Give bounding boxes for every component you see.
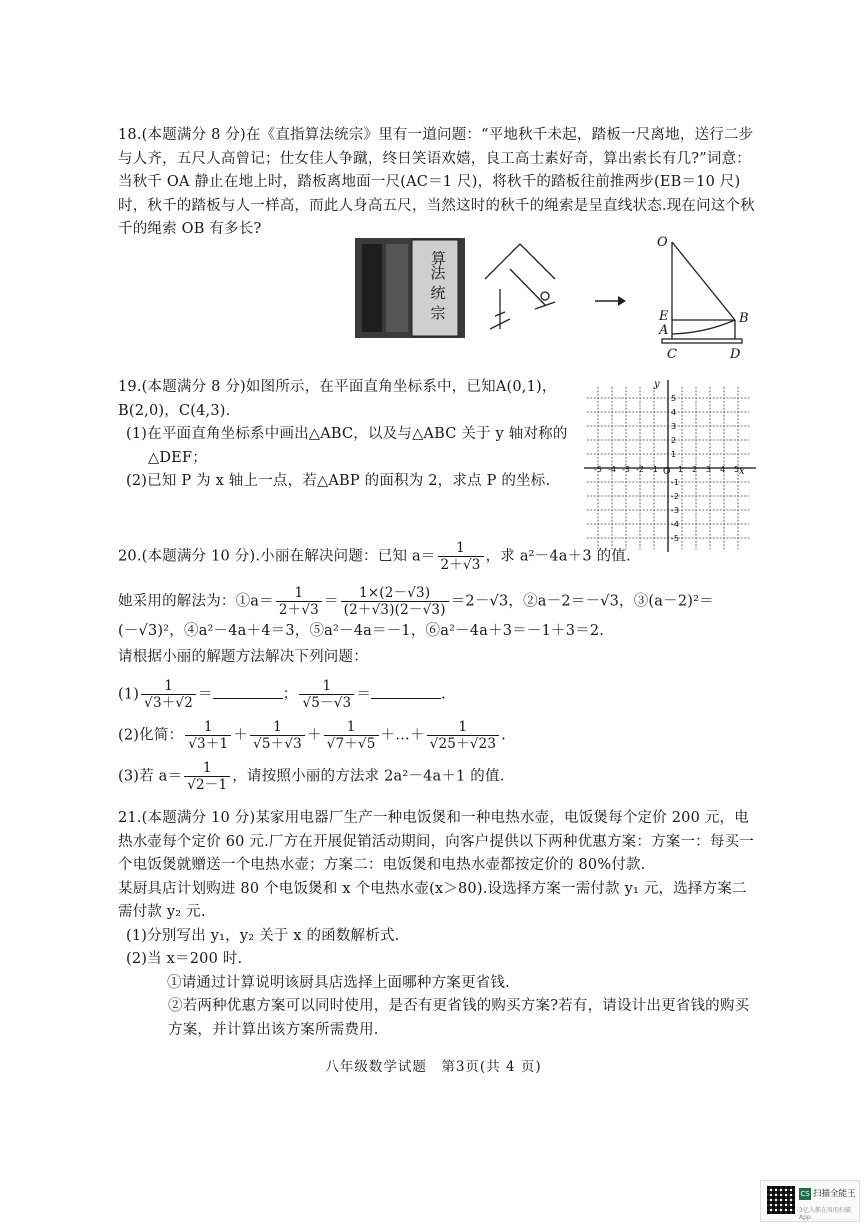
page-footer: 八年级数学试题 第3页(共 4 页) [325, 1059, 542, 1075]
y-tick-label: -1 [671, 478, 679, 487]
scanner-slogan: 3亿人都在用的扫描App [799, 1207, 851, 1221]
q20-p1-fraction-1 [141, 678, 196, 711]
q20-p2-term-2 [250, 719, 305, 752]
q20-p3-post: ，请按照小丽的方法求 2a²－4a＋1 的值. [232, 768, 505, 785]
y-tick-label: 4 [671, 408, 677, 417]
x-tick-label: 5 [734, 465, 740, 474]
q20-method-pre: 她采用的解法为：①a＝ [118, 593, 274, 610]
fraction-denominator: √7＋√5 [326, 736, 376, 752]
y-tick-label: 2 [671, 436, 677, 445]
question-19-part1: (1)在平面直角坐标系中画出△ABC，以及与△ABC 关于 y 轴对称的△DEF； [126, 426, 568, 466]
x-axis-label: x [739, 466, 745, 477]
question-18-figure [350, 234, 770, 364]
question-21 [118, 807, 758, 1042]
q20-p3-fraction [184, 760, 230, 793]
x-tick-label: -4 [608, 465, 616, 474]
question-20-part1: (1) $\frac{1}{√3+√2}$ ＝ ； $\frac{1}{√5-√3}$ ＝ . [118, 678, 446, 711]
label-e: E [659, 309, 669, 324]
question-19 [118, 376, 588, 494]
ellipsis: ＋…＋ [380, 727, 425, 744]
question-20-method-line2: (－√3)²，④a²－4a＋4＝3，⑤a²－4a＝－1，⑥a²－4a＋3＝－1＋3＝2. [118, 623, 605, 639]
x-tick-label: -5 [594, 465, 602, 474]
x-tick-label: -3 [622, 465, 630, 474]
y-tick-label: -3 [671, 506, 679, 515]
scanner-watermark [760, 1180, 860, 1222]
book-title: 算 [429, 250, 447, 266]
arrow-right-icon [595, 296, 626, 306]
svg-text:法: 法 [430, 264, 446, 282]
y-tick-label: 1 [671, 450, 677, 459]
label-b: B [739, 311, 749, 326]
question-21-sub2: ②若两种优惠方案可以同时使用，是否有更省钱的购买方案?若有，请设计出更省钱的购买方案，并计算出该方案所需费用. [168, 998, 750, 1038]
question-19-part2: (2)已知 P 为 x 轴上一点，若△ABP 的面积为 2，求点 P 的坐标. [126, 473, 551, 489]
fraction-denominator: √5－√3 [302, 695, 352, 711]
fraction-denominator: √5＋√3 [253, 736, 302, 752]
q20-method-fraction-1 [276, 585, 322, 618]
y-axis-label: y [654, 379, 660, 390]
fraction-numerator: 1 [185, 719, 231, 736]
question-21-line2: 某厨具店计划购进 80 个电饭煲和 x 个电热水壶(x＞80).设选择方案一需付款 y₁ 元，选择方案二需付款 y₂ 元. [118, 880, 747, 920]
fraction-numerator: 1 [438, 540, 484, 557]
y-tick-label: -4 [671, 520, 679, 529]
question-19-line2: B(2,0)，C(4,3). [118, 402, 231, 419]
q20-p3-pre: (3)若 a＝ [118, 768, 183, 785]
svg-text:宗: 宗 [430, 304, 446, 322]
x-tick-label: -1 [650, 465, 658, 474]
scanner-brand: 扫描全能王 [813, 1189, 856, 1199]
fraction-denominator: √25＋√23 [429, 736, 497, 752]
question-18-text: 18.(本题满分 8 分)在《直指算法统宗》里有一道问题：“平地秋千未起，踏板一尺离地，送行二步与人齐，五尺人高曾记；仕女佳人争蹴，终日笑语欢嬉，良工高士素好奇，算出索长有几?”词意：当秋千 OA 静止在地上时，踏板离地面一尺(AC＝1 尺)，将秋千的踏板往前推两步(EB＝10 尺)时，秋千的踏板与人一样高，而此人身高五尺，当然这时的秋千的绳索是呈直线状态.现在问这个秋千的绳索 OB 有多长? [118, 127, 755, 237]
x-tick-label: 2 [692, 465, 698, 474]
fraction-denominator: √2－1 [187, 777, 228, 793]
fraction-numerator: 1×(2－√3) [341, 585, 449, 602]
question-21-line1: 21.(本题满分 10 分)某家用电器厂生产一种电饭煲和一种电热水壶，电饭煲每个定价 200 元，电热水壶每个定价 60 元.厂方在开展促销活动期间，向客户提供以下两种优惠方案：方案一：每买一个电饭煲就赠送一个电热水壶；方案二：电饭煲和电热水壶都按定价的 80%付款. [118, 810, 754, 873]
q20-method-post: ＝2－√3，②a－2＝－√3，③(a－2)²＝ [450, 593, 714, 610]
part-label: (1) [118, 686, 140, 703]
y-tick-label: 3 [671, 422, 677, 431]
label-a: A [659, 323, 669, 338]
question-21-part1: (1)分别写出 y₁，y₂ 关于 x 的函数解析式. [126, 927, 400, 944]
q20-intro-pre: 20.(本题满分 10 分).小丽在解决问题：已知 a＝ [118, 548, 436, 565]
swing-sketch [485, 244, 555, 329]
fraction-numerator: 1 [276, 585, 322, 602]
origin-label: O [663, 467, 671, 477]
q20-intro-post: ，求 a²－4a＋3 的值. [485, 548, 631, 565]
question-20-part2: (2)化简： $\frac{1}{√3+1}$ ＋ $\frac{1}{√5+√3}$ ＋ $\frac{1}{√7+√5}$ ＋…＋ $\frac{1}{√25+√23}$ . [118, 719, 506, 752]
question-20 [118, 540, 758, 793]
fraction-denominator: √3＋√2 [144, 695, 194, 711]
x-tick-label: 4 [720, 465, 726, 474]
part-label: (2)化简： [118, 727, 184, 744]
fraction-denominator: 2＋√3 [278, 602, 319, 618]
x-tick-label: -2 [636, 465, 644, 474]
x-tick-label: 1 [678, 465, 684, 474]
coordinate-grid [588, 378, 748, 543]
svg-text:统: 统 [430, 284, 446, 302]
label-d: D [730, 347, 741, 362]
qr-code-icon [767, 1186, 795, 1214]
question-18 [118, 124, 758, 242]
x-tick-label: 3 [706, 465, 712, 474]
fraction-numerator: 1 [250, 719, 305, 736]
question-19-line1: 19.(本题满分 8 分)如图所示，在平面直角坐标系中，已知A(0,1)， [118, 379, 557, 395]
fraction-denominator: √3＋1 [188, 736, 229, 752]
question-20-part3 [118, 760, 758, 793]
answer-blank-1[interactable] [213, 686, 283, 699]
q20-p2-term-1 [185, 719, 231, 752]
y-tick-label: 5 [671, 394, 677, 403]
fraction-numerator: 1 [299, 678, 354, 695]
label-o: O [657, 235, 668, 250]
y-tick-label: -5 [671, 534, 679, 543]
q20-p2-term-3 [324, 719, 379, 752]
q20-p2-term-last [427, 719, 499, 752]
question-20-intro [118, 540, 758, 573]
fraction-numerator: 1 [324, 719, 379, 736]
fraction-numerator: 1 [184, 760, 230, 777]
answer-blank-2[interactable] [371, 686, 441, 699]
q20-method-fraction-2 [341, 585, 449, 618]
fraction-denominator: 2＋√3 [440, 557, 481, 573]
scanner-logo-icon: CS [800, 1190, 810, 1198]
question-21-part2: (2)当 x＝200 时. [126, 951, 243, 967]
q20-p1-fraction-2 [299, 678, 354, 711]
label-c: C [667, 347, 677, 362]
fraction-denominator: (2＋√3)(2－√3) [343, 602, 446, 618]
swing-diagram [662, 242, 742, 343]
fraction-numerator: 1 [427, 719, 499, 736]
question-20-instruction: 请根据小丽的解题方法解决下列问题： [118, 649, 368, 665]
question-21-sub1: ①请通过计算说明该厨具店选择上面哪种方案更省钱. [167, 974, 510, 991]
q20-given-fraction [438, 540, 484, 573]
fraction-numerator: 1 [141, 678, 196, 695]
question-20-method: 她采用的解法为：①a＝ $\frac{1}{2+√3}$ ＝ $\frac{1\times(2-√3)}{(2+√3)(2-√3)}$ ＝2－√3，②a－2＝－√3，③(a－2)²＝ [118, 585, 714, 618]
y-tick-label: -2 [671, 492, 679, 501]
